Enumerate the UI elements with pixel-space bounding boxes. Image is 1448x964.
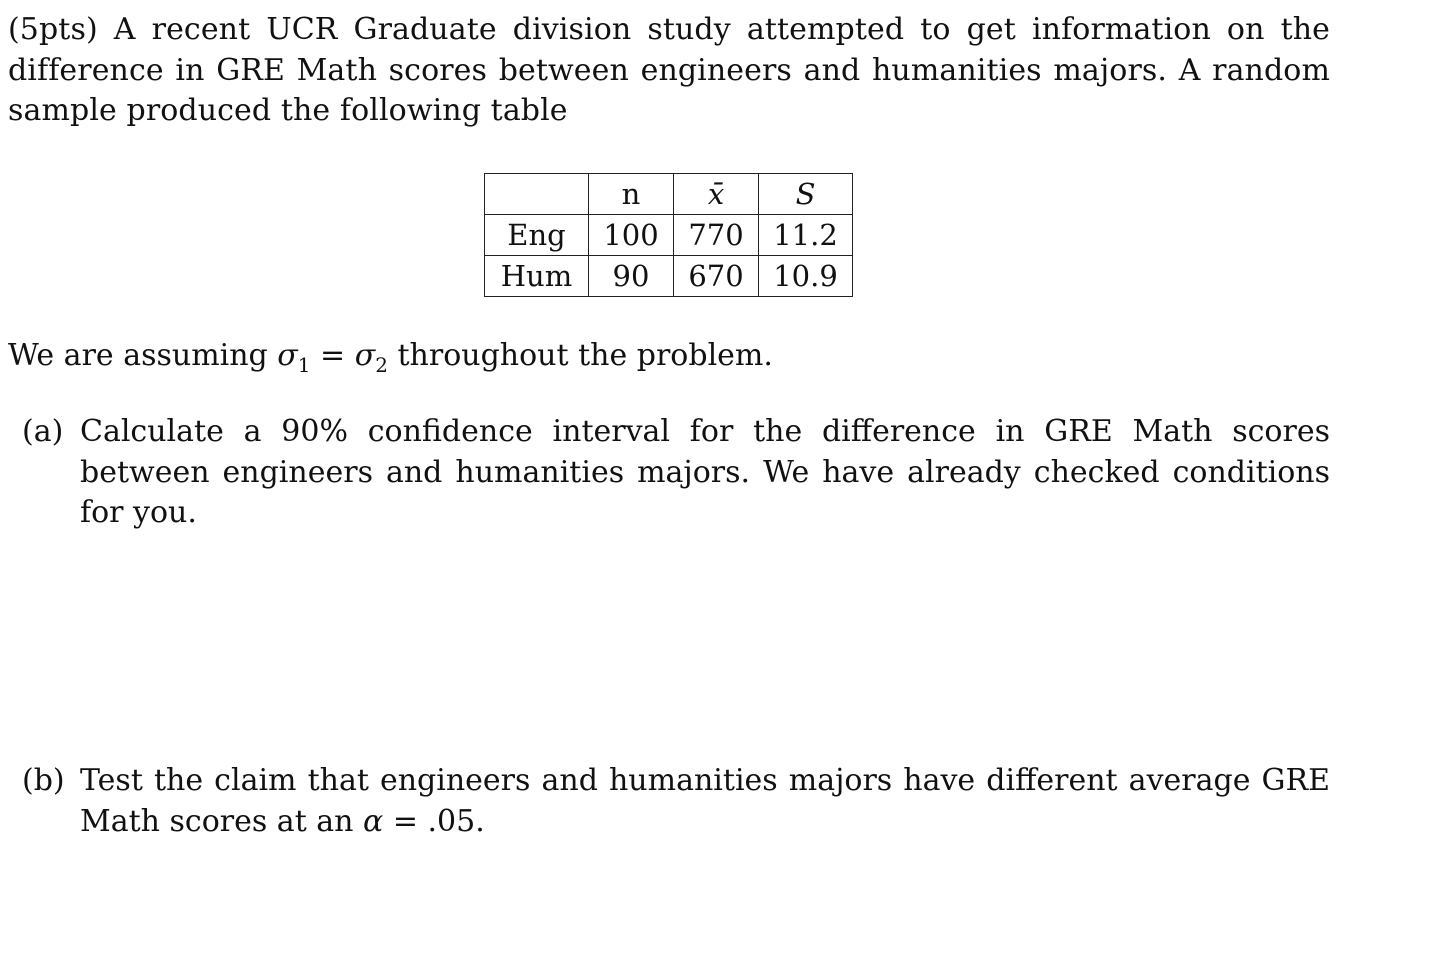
row-sd-value: 11.2	[759, 215, 853, 256]
equals-sign: =	[310, 338, 355, 373]
table-header-xbar	[674, 174, 759, 215]
table-header-n: n	[589, 174, 674, 215]
sigma-subscript-1: 1	[297, 353, 311, 377]
sigma-subscript-2: 2	[375, 353, 388, 377]
part-b-text-after: = .05.	[383, 803, 485, 839]
part-b-text	[80, 761, 1330, 842]
sigma-symbol: σ	[277, 338, 298, 373]
part-a	[22, 412, 1330, 534]
assumption-prefix: We are assuming	[8, 338, 278, 373]
xbar-symbol: x̄	[707, 177, 725, 211]
alpha-symbol: α	[363, 803, 384, 839]
assumption-statement	[8, 336, 773, 378]
table-header-empty	[485, 174, 589, 215]
row-n-value: 90	[589, 256, 674, 297]
part-b-text-before: Test the claim that engineers and humanities majors have different average GRE Math scores at an	[80, 763, 1330, 839]
part-a-text: Calculate a 90% confidence interval for the difference in GRE Math scores between engineers and humanities majors. We have already checked conditions for you.	[80, 414, 1330, 530]
sigma-symbol: σ	[354, 338, 376, 373]
part-b	[22, 761, 1330, 842]
problem-intro: (5pts) A recent UCR Graduate division study attempted to get information on the difference in GRE Math scores between engineers and humanities majors. A random sample produced the following table	[8, 12, 1330, 128]
table-header-row	[485, 174, 853, 215]
row-group-label: Hum	[485, 256, 589, 297]
table-header-s	[759, 174, 853, 215]
row-n-value: 100	[589, 215, 674, 256]
part-a-label: (a)	[22, 414, 64, 449]
row-mean-value: 770	[674, 215, 759, 256]
assumption-suffix: throughout the problem.	[387, 338, 773, 373]
table-row	[485, 215, 853, 256]
row-group-label: Eng	[485, 215, 589, 256]
sample-data-table	[484, 173, 853, 297]
s-symbol: S	[795, 177, 816, 211]
row-sd-value: 10.9	[759, 256, 853, 297]
row-mean-value: 670	[674, 256, 759, 297]
table-row	[485, 256, 853, 297]
part-b-label: (b)	[22, 763, 65, 798]
